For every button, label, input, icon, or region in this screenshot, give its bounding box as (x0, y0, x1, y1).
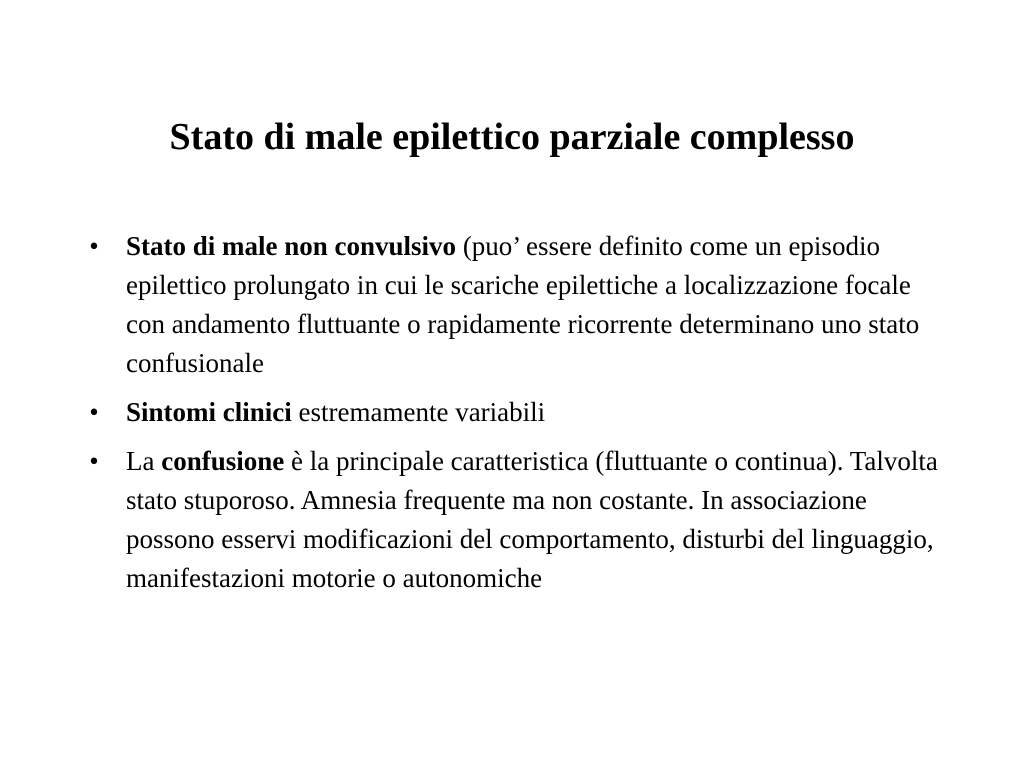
bullet-marker: • (89, 446, 99, 476)
bullet-list (84, 227, 944, 608)
bullet-item-clinical-symptoms (84, 393, 944, 432)
slide-title: Stato di male epilettico parziale complesso (169, 116, 855, 158)
bullet-item-non-convulsive (84, 227, 944, 383)
bullet-body-text: (puo’ essere definito come un episodio epilettico prolungato in cui le scariche epilettiche a localizzazione focale con andamento fluttuante o rapidamente ricorrente determinano uno stato confusionale (126, 231, 920, 378)
bullet-bold-text: Sintomi clinici (126, 397, 292, 427)
bullet-body-text: estremamente variabili (291, 397, 546, 427)
bullet-body-text: è la principale caratteristica (fluttuante o continua). Talvolta stato stuporoso. Amnesia frequente ma non costante. In associazione possono esservi modificazioni del comportamento, disturbi del linguaggio, manifestazioni motorie o autonomiche (126, 446, 938, 593)
bullet-item-confusion (84, 442, 944, 598)
bullet-marker: • (89, 231, 99, 261)
bullet-bold-text: Stato di male non convulsivo (126, 231, 457, 261)
bullet-bold-text: confusione (161, 446, 285, 476)
bullet-lead-text: La (126, 446, 162, 476)
bullet-marker: • (89, 397, 99, 427)
